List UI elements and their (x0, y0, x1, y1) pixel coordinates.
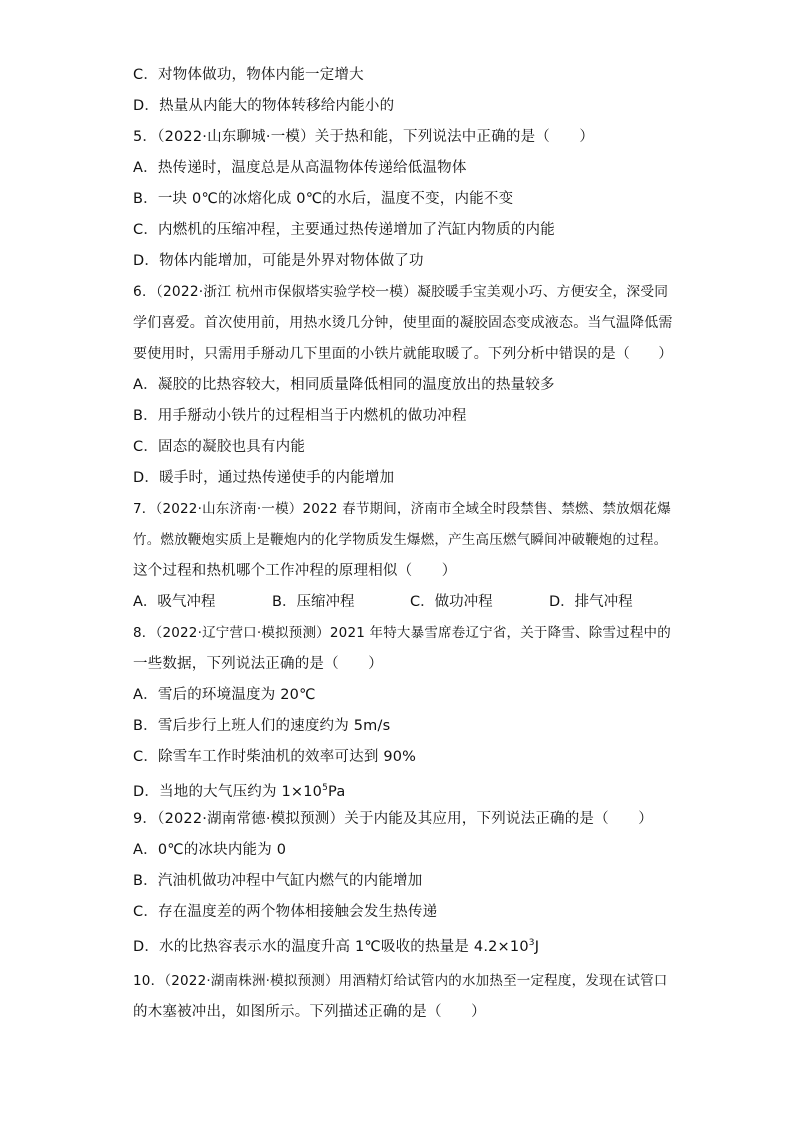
q6-option-d: D．暖手时，通过热传递使手的内能增加 (133, 470, 395, 486)
q4-option-c: C．对物体做功，物体内能一定增大 (133, 67, 364, 83)
q7-stem-line-1: 7．（2022·山东济南·一模）2022 春节期间，济南市全域全时段禁售、禁燃、禁放烟花爆 (133, 501, 671, 517)
q6-option-c: C．固态的凝胶也具有内能 (133, 439, 306, 455)
q9-option-d (133, 933, 673, 957)
q8-stem-line-2: 一些数据，下列说法正确的是（ ） (133, 656, 383, 672)
q9-stem: 9．（2022·湖南常德·模拟预测）关于内能及其应用，下列说法正确的是（ ） (133, 811, 653, 827)
q7-option-a: A．吸气冲程 (133, 594, 216, 610)
q6-stem-line-2: 学们喜爱。首次使用前，用热水烫几分钟，使里面的凝胶固态变成液态。当气温降低需 (133, 315, 673, 331)
q6-option-b: B．用手掰动小铁片的过程相当于内燃机的做功冲程 (133, 408, 467, 424)
q6-stem-line-3: 要使用时，只需用手掰动几下里面的小铁片就能取暖了。下列分析中错误的是（ ） (133, 346, 673, 362)
q5-stem: 5．（2022·山东聊城·一模）关于热和能，下列说法中正确的是（ ） (133, 129, 595, 145)
q8-option-d-text: D．当地的大气压约为 1×10 (133, 783, 323, 800)
q5-option-d: D．物体内能增加，可能是外界对物体做了功 (133, 253, 424, 269)
q8-option-d (133, 778, 673, 802)
q8-stem-line-1: 8．（2022·辽宁营口·模拟预测）2021 年特大暴雪席卷辽宁省，关于降雪、除雪过程中的 (133, 625, 671, 641)
q8-option-a: A．雪后的环境温度为 20℃ (133, 687, 316, 703)
q5-option-a: A．热传递时，温度总是从高温物体传递给低温物体 (133, 160, 467, 176)
q7-options-row (133, 592, 693, 612)
q8-option-c: C．除雪车工作时柴油机的效率可达到 90% (133, 749, 417, 765)
q6-option-a: A．凝胶的比热容较大，相同质量降低相同的温度放出的热量较多 (133, 377, 555, 393)
q9-option-c: C．存在温度差的两个物体相接触会发生热传递 (133, 904, 438, 920)
q7-stem-line-2: 竹。燃放鞭炮实质上是鞭炮内的化学物质发生爆燃，产生高压燃气瞬间冲破鞭炮的过程。 (133, 532, 668, 548)
q10-stem-line-1: 10．（2022·湖南株洲·模拟预测）用酒精灯给试管内的水加热至一定程度，发现在试管口 (133, 973, 668, 989)
q7-option-c: C．做功冲程 (410, 594, 493, 610)
q5-option-b: B．一块 0℃的冰熔化成 0℃的水后，温度不变，内能不变 (133, 191, 514, 207)
q9-option-b: B．汽油机做功冲程中气缸内燃气的内能增加 (133, 873, 423, 889)
q8-option-d-exponent: 5 (322, 783, 329, 793)
q6-stem-line-1: 6．（2022·浙江 杭州市保俶塔实验学校一模）凝胶暖手宝美观小巧、方便安全，深受同 (133, 284, 669, 300)
q10-stem-line-2: 的木塞被冲出，如图所示。下列描述正确的是（ ） (133, 1004, 486, 1020)
q4-option-d: D．热量从内能大的物体转移给内能小的 (133, 98, 395, 114)
q7-option-d: D．排气冲程 (549, 594, 633, 610)
q7-stem-line-3: 这个过程和热机哪个工作冲程的原理相似（ ） (133, 563, 457, 579)
q9-option-a: A．0℃的冰块内能为 0 (133, 842, 287, 858)
q8-option-b: B．雪后步行上班人们的速度约为 5m/s (133, 718, 391, 734)
q5-option-c: C．内燃机的压缩冲程，主要通过热传递增加了汽缸内物质的内能 (133, 222, 555, 238)
q8-option-d-unit: Pa (328, 783, 346, 800)
q7-option-b: B．压缩冲程 (272, 594, 355, 610)
q9-option-d-exponent: 3 (528, 938, 535, 948)
q9-option-d-unit: J (534, 938, 540, 955)
q9-option-d-text: D．水的比热容表示水的温度升高 1℃吸收的热量是 4.2×10 (133, 938, 529, 955)
